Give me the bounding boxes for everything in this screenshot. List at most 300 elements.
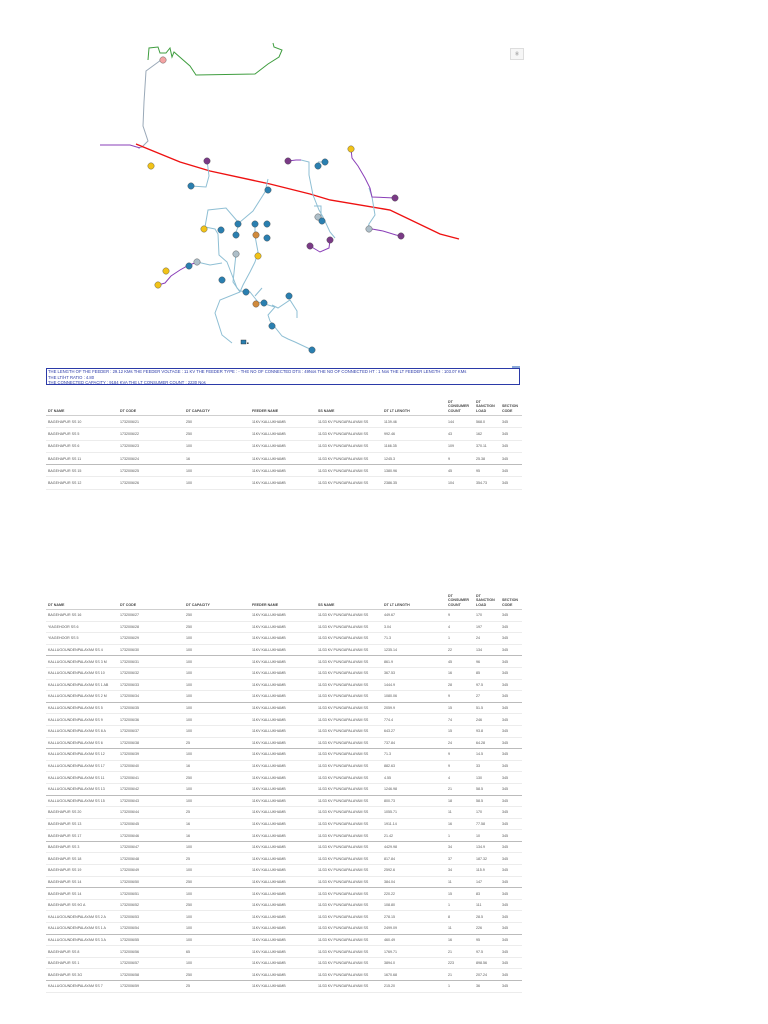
cell-section-code: 345	[500, 772, 522, 784]
table-row[interactable]	[46, 725, 522, 737]
cell-ss-name: 11/33 KV PUNGAPALAYAM SS	[316, 737, 382, 749]
cell-dt-capacity: 250	[184, 416, 250, 428]
cell-section-code: 345	[500, 428, 522, 440]
cell-dt-sanction-load: 36	[474, 981, 500, 993]
cell-dt-sanction-load: 77.58	[474, 818, 500, 830]
col-dt-name[interactable]: DT NAME	[46, 392, 118, 416]
table-header-row	[46, 590, 522, 610]
cell-dt-lt-length: 2386.35	[382, 477, 446, 489]
cell-dt-lt-length: 2592.6	[382, 865, 446, 877]
table-row[interactable]	[46, 621, 522, 633]
cell-ss-name: 11/33 KV PUNGAPALAYAM SS	[316, 477, 382, 489]
col-ss-name[interactable]: SS NAME	[316, 590, 382, 610]
cell-feeder-name: 11KV KALLUKHAMB	[250, 969, 316, 981]
cell-section-code: 345	[500, 853, 522, 865]
cell-dt-consumer-count: 9	[446, 452, 474, 464]
cell-dt-lt-length: 1235.14	[382, 644, 446, 656]
cell-section-code: 345	[500, 644, 522, 656]
cell-section-code: 345	[500, 691, 522, 703]
cell-dt-consumer-count: 1	[446, 981, 474, 993]
table-row[interactable]	[46, 969, 522, 981]
cell-dt-lt-length: 367.53	[382, 667, 446, 679]
cell-ss-name: 11/33 KV PUNGAPALAYAM SS	[316, 853, 382, 865]
col-section-code[interactable]: SECTION CODE	[500, 392, 522, 416]
cell-feeder-name: 11KV KALLUKHAMB	[250, 749, 316, 761]
cell-dt-capacity: 16	[184, 452, 250, 464]
table-row[interactable]	[46, 416, 522, 428]
cell-dt-name: KALLUGOUNDENPALAYAM SS 3 A	[46, 934, 118, 946]
cell-section-code: 345	[500, 946, 522, 958]
cell-feeder-name: 11KV KALLUKHAMB	[250, 981, 316, 993]
cell-section-code: 345	[500, 621, 522, 633]
cell-dt-name: BAGEHAPUR SS 10	[46, 416, 118, 428]
cell-dt-sanction-load: 97.5	[474, 946, 500, 958]
cell-section-code: 345	[500, 440, 522, 452]
map-zoom-button[interactable]: Ⓜ	[510, 48, 524, 60]
cell-dt-consumer-count: 1	[446, 633, 474, 645]
cell-feeder-name: 11KV KALLUKHAMB	[250, 783, 316, 795]
cell-dt-code: 1732006/37	[118, 725, 184, 737]
cell-dt-sanction-load: 197	[474, 621, 500, 633]
cell-dt-code: 1732006/52	[118, 899, 184, 911]
cell-feeder-name: 11KV KALLUKHAMB	[250, 477, 316, 489]
cell-dt-sanction-load: 95	[474, 934, 500, 946]
col-feeder-name[interactable]: FEEDER NAME	[250, 590, 316, 610]
cell-dt-code: 1732006/53	[118, 911, 184, 923]
cell-dt-capacity: 25	[184, 981, 250, 993]
cell-dt-name: BAGEHAPUR SS 8	[46, 946, 118, 958]
cell-dt-lt-length: 1444.9	[382, 679, 446, 691]
cell-section-code: 345	[500, 969, 522, 981]
cell-dt-sanction-load: 14.5	[474, 749, 500, 761]
table-row[interactable]	[46, 923, 522, 935]
cell-dt-sanction-load: 147	[474, 876, 500, 888]
cell-dt-sanction-load: 134.9	[474, 841, 500, 853]
cell-dt-name: KALLUGOUNDENPALAYAM SS 1 AB	[46, 679, 118, 691]
cell-feeder-name: 11KV KALLUKHAMB	[250, 807, 316, 819]
lt-line-top	[138, 60, 161, 148]
cell-section-code: 345	[500, 818, 522, 830]
cell-ss-name: 11/33 KV PUNGAPALAYAM SS	[316, 772, 382, 784]
cell-feeder-name: 11KV KALLUKHAMB	[250, 633, 316, 645]
table-row[interactable]	[46, 749, 522, 761]
cell-dt-capacity: 65	[184, 946, 250, 958]
cell-dt-lt-length: 278.15	[382, 911, 446, 923]
cell-dt-lt-length: 71.3	[382, 749, 446, 761]
cell-dt-code: 1732006/38	[118, 737, 184, 749]
cell-dt-sanction-load: 51.5	[474, 702, 500, 714]
cell-section-code: 345	[500, 714, 522, 726]
cell-dt-name: BAGEHAPUR SS 5	[46, 428, 118, 440]
cell-dt-name: BAGEHAPUR SS 1	[46, 957, 118, 969]
cell-feeder-name: 11KV KALLUKHAMB	[250, 679, 316, 691]
table-row[interactable]	[46, 888, 522, 900]
table-row[interactable]	[46, 679, 522, 691]
cell-dt-sanction-load: 85	[474, 667, 500, 679]
cell-dt-sanction-load: 898.56	[474, 957, 500, 969]
col-dt-lt-length[interactable]: DT LT LENGTH	[382, 392, 446, 416]
cell-dt-code: 1732006/45	[118, 818, 184, 830]
cell-dt-consumer-count: 11	[446, 876, 474, 888]
cell-dt-lt-length: 1139.46	[382, 416, 446, 428]
table-row[interactable]	[46, 934, 522, 946]
table-row[interactable]	[46, 440, 522, 452]
cell-dt-code: 1732006/49	[118, 865, 184, 877]
table-row[interactable]	[46, 428, 522, 440]
table-row[interactable]	[46, 610, 522, 622]
cell-dt-code: 1732006/59	[118, 981, 184, 993]
cell-dt-code: 1732006/34	[118, 691, 184, 703]
cell-dt-capacity: 100	[184, 888, 250, 900]
table-row[interactable]	[46, 981, 522, 993]
cell-dt-consumer-count: 34	[446, 865, 474, 877]
cell-dt-consumer-count: 8	[446, 911, 474, 923]
cell-dt-sanction-load: 162	[474, 428, 500, 440]
cell-dt-capacity: 100	[184, 749, 250, 761]
cell-dt-sanction-load: 96	[474, 656, 500, 668]
cell-dt-capacity: 100	[184, 783, 250, 795]
cell-ss-name: 11/33 KV PUNGAPALAYAM SS	[316, 440, 382, 452]
col-dt-capacity[interactable]: DT CAPACITY	[184, 392, 250, 416]
table-row[interactable]	[46, 795, 522, 807]
cell-feeder-name: 11KV KALLUKHAMB	[250, 876, 316, 888]
cell-dt-capacity: 100	[184, 477, 250, 489]
cell-dt-lt-length: 992.46	[382, 428, 446, 440]
cell-dt-capacity: 250	[184, 621, 250, 633]
cell-dt-consumer-count: 34	[446, 841, 474, 853]
table-row[interactable]	[46, 737, 522, 749]
cell-dt-capacity: 100	[184, 714, 250, 726]
col-dt-name[interactable]: DT NAME	[46, 590, 118, 610]
table-row[interactable]	[46, 772, 522, 784]
table-row[interactable]	[46, 818, 522, 830]
cell-dt-code: 1732006/30	[118, 644, 184, 656]
cell-section-code: 345	[500, 783, 522, 795]
cell-section-code: 345	[500, 702, 522, 714]
cell-dt-code: 1732006/42	[118, 783, 184, 795]
cell-dt-consumer-count: 15	[446, 702, 474, 714]
cell-dt-lt-length: 1380.96	[382, 465, 446, 477]
cell-dt-code: 1732006/47	[118, 841, 184, 853]
cell-dt-consumer-count: 24	[446, 737, 474, 749]
cell-ss-name: 11/33 KV PUNGAPALAYAM SS	[316, 679, 382, 691]
cell-section-code: 345	[500, 656, 522, 668]
cell-dt-lt-length: 2499.09	[382, 923, 446, 935]
cell-dt-capacity: 100	[184, 440, 250, 452]
table-row[interactable]	[46, 656, 522, 668]
col-dt-capacity[interactable]: DT CAPACITY	[184, 590, 250, 610]
cell-section-code: 345	[500, 957, 522, 969]
feeder-summary	[46, 368, 520, 385]
cell-dt-sanction-load: 115.9	[474, 865, 500, 877]
table-row[interactable]	[46, 911, 522, 923]
cell-feeder-name: 11KV KALLUKHAMB	[250, 830, 316, 842]
table-row[interactable]	[46, 830, 522, 842]
cell-dt-capacity: 250	[184, 428, 250, 440]
cell-dt-consumer-count: 22	[446, 644, 474, 656]
cell-feeder-name: 11KV KALLUKHAMB	[250, 818, 316, 830]
col-dt-consumer-count[interactable]: DT CONSUMER COUNT	[446, 392, 474, 416]
cell-dt-sanction-load: 33	[474, 760, 500, 772]
cell-section-code: 345	[500, 633, 522, 645]
cell-dt-consumer-count: 16	[446, 667, 474, 679]
cell-dt-lt-length: 1769.71	[382, 946, 446, 958]
table-row[interactable]	[46, 783, 522, 795]
cell-dt-consumer-count: 223	[446, 957, 474, 969]
table-row[interactable]	[46, 807, 522, 819]
cell-feeder-name: 11KV KALLUKHAMB	[250, 957, 316, 969]
col-dt-sanction-load[interactable]: DT SANCTION LOAD	[474, 392, 500, 416]
cell-dt-name: KALLUGOUNDENPALAYAM SS 4	[46, 644, 118, 656]
col-ss-name[interactable]: SS NAME	[316, 392, 382, 416]
cell-dt-code: 1732006/23	[118, 440, 184, 452]
cell-ss-name: 11/33 KV PUNGAPALAYAM SS	[316, 899, 382, 911]
cell-ss-name: 11/33 KV PUNGAPALAYAM SS	[316, 452, 382, 464]
cell-dt-capacity: 100	[184, 702, 250, 714]
cell-dt-sanction-load: 27	[474, 691, 500, 703]
cell-section-code: 345	[500, 610, 522, 622]
cell-feeder-name: 11KV KALLUKHAMB	[250, 667, 316, 679]
cell-dt-name: KALLUGOUNDENPALAYAM SS 2 A	[46, 911, 118, 923]
cell-dt-capacity: 100	[184, 934, 250, 946]
cell-dt-code: 1732006/44	[118, 807, 184, 819]
cell-dt-capacity: 100	[184, 679, 250, 691]
cell-ss-name: 11/33 KV PUNGAPALAYAM SS	[316, 610, 382, 622]
table-row[interactable]	[46, 876, 522, 888]
cell-ss-name: 11/33 KV PUNGAPALAYAM SS	[316, 656, 382, 668]
cell-feeder-name: 11KV KALLUKHAMB	[250, 737, 316, 749]
cell-dt-lt-length: 449.67	[382, 610, 446, 622]
cell-dt-name: KALLUGOUNDENPALAYAM SS 11	[46, 772, 118, 784]
cell-feeder-name: 11KV KALLUKHAMB	[250, 725, 316, 737]
cell-dt-consumer-count: 9	[446, 749, 474, 761]
lt-lines-blue	[191, 160, 375, 350]
cell-dt-name: BAGEHAPUR SS 16	[46, 610, 118, 622]
cell-dt-consumer-count: 16	[446, 934, 474, 946]
cell-dt-lt-length: 21.42	[382, 830, 446, 842]
table-row[interactable]	[46, 691, 522, 703]
col-dt-lt-length[interactable]: DT LT LENGTH	[382, 590, 446, 610]
cell-dt-name: KALLUGOUNDENPALAYAM SS 17	[46, 760, 118, 772]
cell-dt-sanction-load: 111	[474, 899, 500, 911]
cell-dt-consumer-count: 28	[446, 679, 474, 691]
table-row[interactable]	[46, 452, 522, 464]
dt-table-1	[46, 392, 522, 490]
cell-ss-name: 11/33 KV PUNGAPALAYAM SS	[316, 969, 382, 981]
cell-dt-consumer-count: 9	[446, 610, 474, 622]
table-row[interactable]	[46, 899, 522, 911]
table-row[interactable]	[46, 841, 522, 853]
cell-ss-name: 11/33 KV PUNGAPALAYAM SS	[316, 416, 382, 428]
cell-dt-code: 1732006/46	[118, 830, 184, 842]
cell-dt-sanction-load: 207.24	[474, 969, 500, 981]
cell-ss-name: 11/33 KV PUNGAPALAYAM SS	[316, 783, 382, 795]
cell-feeder-name: 11KV KALLUKHAMB	[250, 841, 316, 853]
cell-dt-capacity: 16	[184, 830, 250, 842]
cell-section-code: 345	[500, 465, 522, 477]
cell-dt-capacity: 100	[184, 667, 250, 679]
cell-dt-lt-length: 108.80	[382, 899, 446, 911]
cell-section-code: 345	[500, 876, 522, 888]
table-row[interactable]	[46, 957, 522, 969]
cell-ss-name: 11/33 KV PUNGAPALAYAM SS	[316, 667, 382, 679]
cell-ss-name: 11/33 KV PUNGAPALAYAM SS	[316, 807, 382, 819]
cell-dt-name: YIAGEHOOR SS 5	[46, 633, 118, 645]
summary-line-1: THE LENGTH OF THE FEEDER : 29.12 KMs THE FEEDER VOLTAGE : 11 KV THE FEEDER TYPE : - THE NO OF CONNECTED DTS : 49Nos THE NO OF CONNECTED HT : 1 Nos THE LT FEEDER LENGTH : 103.07 KMs	[48, 369, 467, 374]
cell-ss-name: 11/33 KV PUNGAPALAYAM SS	[316, 876, 382, 888]
cell-dt-capacity: 100	[184, 795, 250, 807]
cell-dt-consumer-count: 21	[446, 969, 474, 981]
cell-dt-sanction-load: 97.5	[474, 679, 500, 691]
cell-dt-name: KALLUGOUNDENPALAYAM SS 8 A	[46, 725, 118, 737]
cell-feeder-name: 11KV KALLUKHAMB	[250, 911, 316, 923]
cell-ss-name: 11/33 KV PUNGAPALAYAM SS	[316, 888, 382, 900]
cell-feeder-name: 11KV KALLUKHAMB	[250, 899, 316, 911]
cell-ss-name: 11/33 KV PUNGAPALAYAM SS	[316, 428, 382, 440]
cell-section-code: 345	[500, 749, 522, 761]
cell-dt-lt-length: 737.84	[382, 737, 446, 749]
cell-dt-code: 1732006/36	[118, 714, 184, 726]
table-row[interactable]	[46, 714, 522, 726]
cell-ss-name: 11/33 KV PUNGAPALAYAM SS	[316, 981, 382, 993]
cell-dt-code: 1732006/32	[118, 667, 184, 679]
cell-dt-name: BAGEHAPUR SS 17	[46, 830, 118, 842]
cell-dt-capacity: 250	[184, 969, 250, 981]
table-row[interactable]	[46, 667, 522, 679]
table-row[interactable]	[46, 477, 522, 489]
cell-dt-capacity: 250	[184, 772, 250, 784]
dt-table-2	[46, 590, 522, 993]
cell-dt-lt-length: 384.04	[382, 876, 446, 888]
cell-dt-sanction-load: 25.38	[474, 452, 500, 464]
cell-ss-name: 11/33 KV PUNGAPALAYAM SS	[316, 621, 382, 633]
cell-dt-name: BAGEHAPUR SS 9G A	[46, 899, 118, 911]
cell-dt-capacity: 250	[184, 899, 250, 911]
ht-feeder-line	[136, 144, 459, 239]
cell-ss-name: 11/33 KV PUNGAPALAYAM SS	[316, 818, 382, 830]
cell-feeder-name: 11KV KALLUKHAMB	[250, 465, 316, 477]
cell-ss-name: 11/33 KV PUNGAPALAYAM SS	[316, 865, 382, 877]
cell-feeder-name: 11KV KALLUKHAMB	[250, 691, 316, 703]
cell-ss-name: 11/33 KV PUNGAPALAYAM SS	[316, 911, 382, 923]
cell-dt-lt-length: 2059.9	[382, 702, 446, 714]
col-dt-sanction-load[interactable]: DT SANCTION LOAD	[474, 590, 500, 610]
cell-section-code: 345	[500, 899, 522, 911]
cell-dt-consumer-count: 16	[446, 818, 474, 830]
lt-line-purple-left	[100, 145, 140, 148]
cell-dt-consumer-count: 4	[446, 772, 474, 784]
col-feeder-name[interactable]: FEEDER NAME	[250, 392, 316, 416]
cell-dt-code: 1732006/51	[118, 888, 184, 900]
cell-dt-sanction-load: 568.0	[474, 416, 500, 428]
cell-dt-capacity: 16	[184, 760, 250, 772]
cell-dt-code: 1732006/33	[118, 679, 184, 691]
cell-section-code: 345	[500, 830, 522, 842]
cell-feeder-name: 11KV KALLUKHAMB	[250, 621, 316, 633]
table-row[interactable]	[46, 465, 522, 477]
cell-dt-name: BAGEHAPUR SS 14	[46, 876, 118, 888]
cell-section-code: 345	[500, 477, 522, 489]
table-row[interactable]	[46, 946, 522, 958]
summary-line-3: THE CONNECTED CAPACITY : 9184 KVA THE LT CONSUMER COUNT : 2230 Nos	[48, 380, 206, 385]
cell-dt-consumer-count: 18	[446, 795, 474, 807]
cell-dt-code: 1732006/43	[118, 795, 184, 807]
cell-dt-consumer-count: 11	[446, 807, 474, 819]
cell-dt-lt-length: 1166.35	[382, 440, 446, 452]
col-dt-code[interactable]: DT CODE	[118, 590, 184, 610]
cell-section-code: 345	[500, 981, 522, 993]
table-row[interactable]	[46, 644, 522, 656]
table-row[interactable]	[46, 760, 522, 772]
cell-dt-code: 1732006/27	[118, 610, 184, 622]
cell-dt-sanction-load: 170	[474, 807, 500, 819]
cell-feeder-name: 11KV KALLUKHAMB	[250, 452, 316, 464]
cell-dt-lt-length: 1246.98	[382, 783, 446, 795]
cell-dt-code: 1732006/28	[118, 621, 184, 633]
col-section-code[interactable]: SECTION CODE	[500, 590, 522, 610]
cell-dt-lt-length: 3894.0	[382, 957, 446, 969]
cell-dt-lt-length: 1245.3	[382, 452, 446, 464]
feeder-network-map[interactable]	[0, 0, 768, 372]
cell-dt-consumer-count: 43	[446, 428, 474, 440]
cell-dt-consumer-count: 109	[446, 440, 474, 452]
table-row[interactable]	[46, 865, 522, 877]
cell-feeder-name: 11KV KALLUKHAMB	[250, 428, 316, 440]
cell-section-code: 345	[500, 865, 522, 877]
cell-dt-lt-length: 3.04	[382, 621, 446, 633]
cell-dt-lt-length: 882.63	[382, 760, 446, 772]
cell-dt-sanction-load: 83	[474, 888, 500, 900]
cell-dt-lt-length: 643.27	[382, 725, 446, 737]
cell-feeder-name: 11KV KALLUKHAMB	[250, 795, 316, 807]
cell-ss-name: 11/33 KV PUNGAPALAYAM SS	[316, 760, 382, 772]
col-dt-code[interactable]: DT CODE	[118, 392, 184, 416]
cell-dt-capacity: 250	[184, 610, 250, 622]
table-row[interactable]	[46, 633, 522, 645]
cell-dt-consumer-count: 74	[446, 714, 474, 726]
table-row[interactable]	[46, 702, 522, 714]
table-row[interactable]	[46, 853, 522, 865]
cell-dt-code: 1732006/56	[118, 946, 184, 958]
cell-dt-name: KALLUGOUNDENPALAYAM SS 1 A	[46, 923, 118, 935]
cell-feeder-name: 11KV KALLUKHAMB	[250, 644, 316, 656]
cell-dt-sanction-load: 170	[474, 610, 500, 622]
cell-dt-consumer-count: 45	[446, 656, 474, 668]
cell-ss-name: 11/33 KV PUNGAPALAYAM SS	[316, 934, 382, 946]
cell-dt-name: BAGEHAPUR SS 15	[46, 465, 118, 477]
cell-dt-name: BAGEHAPUR SS 11	[46, 452, 118, 464]
cell-dt-lt-length: 1911.14	[382, 818, 446, 830]
cell-ss-name: 11/33 KV PUNGAPALAYAM SS	[316, 725, 382, 737]
cell-dt-consumer-count: 9	[446, 691, 474, 703]
cell-dt-consumer-count: 1	[446, 899, 474, 911]
cell-section-code: 345	[500, 911, 522, 923]
cell-dt-capacity: 100	[184, 465, 250, 477]
cell-dt-capacity: 100	[184, 841, 250, 853]
cell-ss-name: 11/33 KV PUNGAPALAYAM SS	[316, 830, 382, 842]
cell-dt-name: BAGEHAPUR SS 3G	[46, 969, 118, 981]
cell-dt-capacity: 25	[184, 807, 250, 819]
cell-dt-code: 1732006/48	[118, 853, 184, 865]
cell-dt-sanction-load: 130	[474, 772, 500, 784]
cell-dt-consumer-count: 4	[446, 621, 474, 633]
col-dt-consumer-count[interactable]: DT CONSUMER COUNT	[446, 590, 474, 610]
cell-dt-lt-length: 215.20	[382, 981, 446, 993]
cell-dt-name: KALLUGOUNDENPALAYAM SS 3 M	[46, 656, 118, 668]
cell-dt-sanction-load: 28.5	[474, 911, 500, 923]
cell-ss-name: 11/33 KV PUNGAPALAYAM SS	[316, 702, 382, 714]
cell-ss-name: 11/33 KV PUNGAPALAYAM SS	[316, 923, 382, 935]
